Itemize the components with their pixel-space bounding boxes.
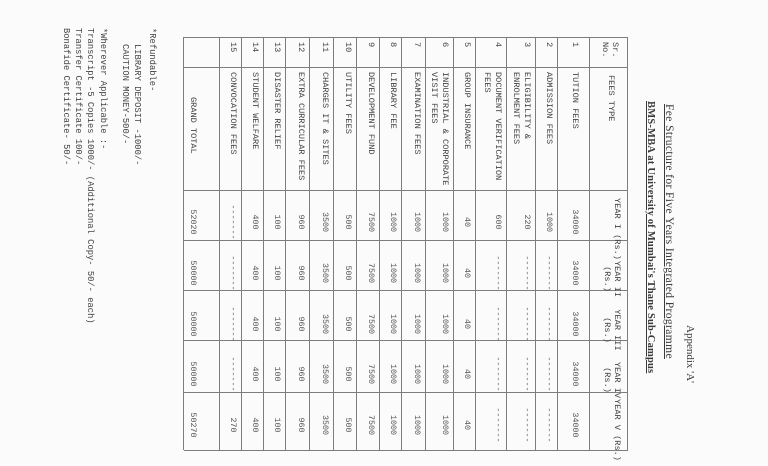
row-year-2-value: -------: [228, 255, 238, 291]
row-year-1-value: 1000: [544, 211, 554, 233]
row-fee-type: EXAMINATION FEES: [412, 72, 422, 155]
row-year-4-value: 100: [272, 366, 282, 382]
row-year-3-value: 400: [250, 316, 260, 332]
row-sr-no: 8: [388, 42, 398, 48]
row-year-5-value: 100: [272, 417, 282, 433]
row-year-1-value: 500: [343, 214, 353, 230]
row-year-1-value: 34000: [570, 209, 580, 235]
row-year-2-value: 960: [296, 265, 306, 281]
table-row-divider: [183, 37, 184, 450]
table-row-divider: [285, 37, 286, 450]
row-year-3-value: -------: [544, 306, 554, 342]
row-year-5-value: 40: [462, 419, 472, 431]
row-fee-type: DEVELOPMENT FUND: [366, 72, 376, 155]
row-year-3-value: 7500: [366, 313, 376, 335]
row-fee-type: DISASTER RELIEF: [272, 72, 282, 150]
row-year-4-value: 960: [296, 366, 306, 382]
row-year-1-value: 1000: [440, 211, 450, 233]
row-year-5-value: 1000: [412, 414, 422, 436]
row-year-1-value: 1000: [412, 211, 422, 233]
row-year-2-value: 7500: [366, 262, 376, 284]
row-year-5-value: 270: [228, 417, 238, 433]
row-year-3-value: 40: [462, 318, 472, 330]
row-year-2-value: 1000: [440, 262, 450, 284]
row-year-2-value: 40: [462, 267, 472, 279]
row-sr-no: 2: [544, 42, 554, 48]
table-row-divider: [589, 37, 590, 450]
applicable-transfer-certificate: Transfer Certificate 100/-: [73, 28, 83, 166]
header-sr-no: Sr. No.: [600, 42, 620, 58]
row-year-3-value: 1000: [412, 313, 422, 335]
table-row-divider: [557, 37, 558, 450]
grand-total-label: GRAND TOTAL: [188, 97, 198, 154]
row-year-3-value: 1000: [440, 313, 450, 335]
row-year-1-value: 7500: [366, 211, 376, 233]
row-fee-type: EXTRA CURRICULAR FEES: [296, 72, 306, 181]
grand-total-year-5: 50270: [188, 412, 198, 438]
row-fee-type: UTILITY FEES: [343, 72, 353, 134]
row-year-1-value: 600: [493, 214, 503, 230]
row-year-2-value: 34000: [570, 260, 580, 286]
row-fee-type: CONVOCATION FEES: [228, 72, 238, 155]
row-year-4-value: 3500: [320, 363, 330, 385]
row-sr-no: 1: [570, 42, 580, 48]
row-year-3-value: 500: [343, 316, 353, 332]
applicable-transcript: Transcript -5 Copies 1000/- (Additional Copy- 50/- each): [85, 28, 95, 324]
refundable-heading: *Refundable-: [147, 28, 157, 92]
row-year-1-value: 40: [462, 216, 472, 228]
table-row-divider: [309, 37, 310, 450]
row-year-1-value: 220: [522, 214, 532, 230]
grand-total-year-2: 50000: [188, 260, 198, 286]
applicable-heading: *Wherever Applicable :-: [98, 28, 108, 150]
table-row-divider: [241, 37, 242, 450]
row-year-5-value: 3500: [320, 414, 330, 436]
row-year-3-value: 3500: [320, 313, 330, 335]
refundable-caution-money: CAUTION MONEY-500/-: [120, 44, 130, 145]
row-year-4-value: 500: [343, 366, 353, 382]
row-sr-no: 6: [440, 42, 450, 48]
row-year-1-value: 1000: [388, 211, 398, 233]
row-sr-no: 7: [412, 42, 422, 48]
row-year-3-value: -------: [493, 306, 503, 342]
row-year-4-value: 34000: [570, 361, 580, 387]
table-column-divider: [184, 67, 628, 68]
row-year-5-value: -------: [493, 407, 503, 443]
row-fee-type: DOCUMENT VERIFICATION FEES: [482, 72, 503, 181]
row-sr-no: 14: [250, 42, 260, 53]
row-year-2-value: -------: [493, 255, 503, 291]
header-year-5: YEAR V (Rs.): [612, 399, 622, 461]
applicable-bonafide-certificate: Bonafide Certificate- 50/-: [61, 28, 71, 166]
table-row-divider: [401, 37, 402, 450]
row-year-4-value: 1000: [388, 363, 398, 385]
table-row-divider: [453, 37, 454, 450]
table-row-divider: [333, 37, 334, 450]
row-year-2-value: 1000: [388, 262, 398, 284]
row-sr-no: 12: [296, 42, 306, 53]
row-year-4-value: 7500: [366, 363, 376, 385]
row-year-1-value: 3500: [320, 211, 330, 233]
table-row-divider: [263, 37, 264, 450]
table-column-divider: [184, 37, 628, 38]
row-fee-type: LIBRARY FEE: [388, 72, 398, 129]
row-year-5-value: 1000: [388, 414, 398, 436]
table-row-divider: [425, 37, 426, 450]
refundable-library-deposit: LIBRARY DEPOSIT -1000/-: [132, 44, 142, 166]
row-year-5-value: 400: [250, 417, 260, 433]
row-year-4-value: 1000: [440, 363, 450, 385]
row-fee-type: GROUP INSURANCE: [462, 72, 472, 150]
row-year-5-value: 1000: [440, 414, 450, 436]
row-year-5-value: -------: [544, 407, 554, 443]
grand-total-year-1: 52020: [188, 209, 198, 235]
appendix-label: Appendix 'A': [684, 325, 696, 384]
row-sr-no: 9: [366, 42, 376, 48]
row-year-2-value: 1000: [412, 262, 422, 284]
row-fee-type: ELIGIBILITY & ENROLMENT FEES: [511, 72, 532, 145]
table-row-divider: [475, 37, 476, 450]
header-year-2: YEAR II (Rs.): [602, 260, 622, 298]
row-year-1-value: 960: [296, 214, 306, 230]
header-fees-type: FEES TYPE: [606, 75, 616, 122]
row-sr-no: 10: [343, 42, 353, 53]
row-year-5-value: 7500: [366, 414, 376, 436]
row-fee-type: INDUSTRIAL & CORPORATE VISIT FEES: [429, 72, 450, 186]
row-year-4-value: 1000: [412, 363, 422, 385]
row-year-4-value: -------: [493, 356, 503, 392]
row-year-1-value: 400: [250, 214, 260, 230]
row-sr-no: 15: [228, 42, 238, 53]
row-fee-type: ADMISSION FEES: [544, 72, 554, 145]
row-fee-type: TUTION FEES: [570, 72, 580, 129]
table-row-divider: [379, 37, 380, 450]
row-year-5-value: 500: [343, 417, 353, 433]
table-row-divider: [506, 37, 507, 450]
row-year-3-value: 1000: [388, 313, 398, 335]
row-year-2-value: 500: [343, 265, 353, 281]
row-year-2-value: -------: [522, 255, 532, 291]
document-title: Fee Structure for Five Years Integrated Programme: [663, 104, 675, 359]
document-subtitle: BMS-MBA at University of Mumbai's Thane Sub-Campus: [645, 101, 656, 374]
row-year-3-value: 100: [272, 316, 282, 332]
row-sr-no: 11: [320, 42, 330, 53]
row-year-4-value: -------: [522, 356, 532, 392]
row-year-5-value: 960: [296, 417, 306, 433]
row-year-3-value: 34000: [570, 311, 580, 337]
row-year-2-value: 100: [272, 265, 282, 281]
row-fee-type: STUDENT WELFARE: [250, 72, 260, 150]
row-year-2-value: 3500: [320, 262, 330, 284]
row-year-4-value: 40: [462, 368, 472, 380]
table-row-divider: [535, 37, 536, 450]
row-year-5-value: -------: [522, 407, 532, 443]
row-sr-no: 3: [522, 42, 532, 48]
header-year-3: YEAR III (Rs.): [602, 309, 622, 351]
header-year-1: YEAR I (Rs.): [612, 198, 622, 260]
row-year-2-value: 400: [250, 265, 260, 281]
row-year-2-value: -------: [544, 255, 554, 291]
header-year-4: YEAR IV (Rs.): [602, 361, 622, 399]
row-year-4-value: -------: [544, 356, 554, 392]
row-year-1-value: 100: [272, 214, 282, 230]
table-row-divider: [356, 37, 357, 450]
table-row-divider: [219, 37, 220, 450]
row-year-3-value: 960: [296, 316, 306, 332]
row-sr-no: 5: [462, 42, 472, 48]
row-sr-no: 13: [272, 42, 282, 53]
row-fee-type: CHARGES IT & SITES: [320, 72, 330, 165]
row-year-1-value: -------: [228, 204, 238, 240]
row-year-3-value: -------: [228, 306, 238, 342]
row-year-5-value: 34000: [570, 412, 580, 438]
row-sr-no: 4: [493, 42, 503, 48]
row-year-3-value: -------: [522, 306, 532, 342]
table-column-divider: [184, 190, 628, 191]
table-row-divider: [627, 37, 628, 450]
grand-total-year-4: 50000: [188, 361, 198, 387]
row-year-4-value: -------: [228, 356, 238, 392]
grand-total-year-3: 50000: [188, 311, 198, 337]
row-year-4-value: 400: [250, 366, 260, 382]
